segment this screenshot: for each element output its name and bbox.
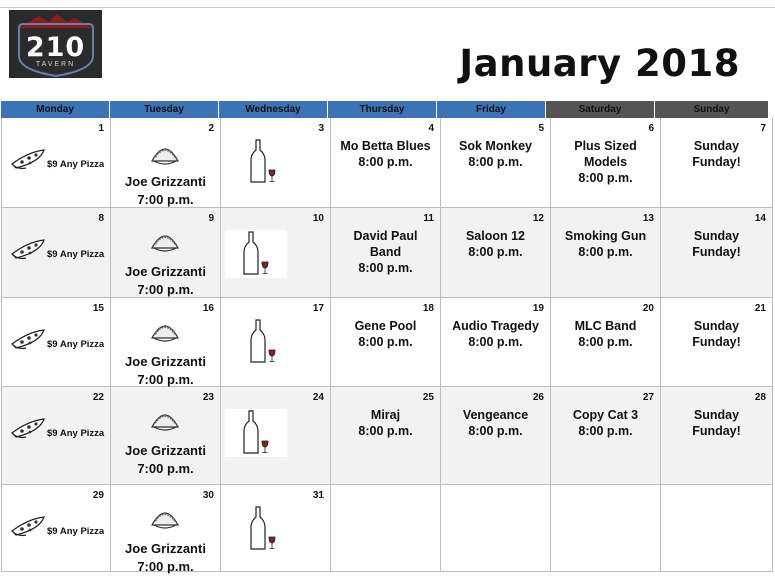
pizza-special: $9 Any Pizza [47,159,105,170]
event-text [441,407,550,439]
day-cell[interactable] [441,118,551,207]
pizza-special: $9 Any Pizza [47,526,105,537]
day-cell[interactable] [221,118,331,207]
event-line: 8:00 p.m. [468,335,523,349]
day-number: 7 [760,123,766,134]
event-line: David Paul [353,229,418,243]
day-cell[interactable] [661,208,773,297]
event-text [331,228,440,276]
day-cell[interactable] [111,485,221,574]
tavern-logo [9,10,102,78]
pizza-special: $9 Any Pizza [47,428,105,439]
day-number: 26 [532,392,544,403]
day-header-sunday: Sunday [655,101,768,118]
event-line: 8:00 p.m. [358,335,413,349]
calendar-weeks [1,118,773,572]
event-line: 8:00 p.m. [578,335,633,349]
event-text [661,407,772,439]
event-line: 8:00 p.m. [468,424,523,438]
event-text [661,138,772,170]
day-number: 12 [532,213,544,224]
pizza-icon [10,417,46,444]
event-text [551,407,660,439]
day-cell[interactable] [331,118,441,207]
week-row [1,387,773,485]
day-cell[interactable] [661,298,773,386]
pizza-special: $9 Any Pizza [47,249,105,260]
event-line: Joe Grizzanti [125,541,206,556]
event-line: 7:00 p.m. [137,192,194,207]
taco-icon [150,318,180,351]
day-cell[interactable] [441,298,551,386]
event-line: 8:00 p.m. [358,155,413,169]
event-line: Saloon 12 [465,229,526,243]
day-cell[interactable] [441,387,551,484]
week-row [1,118,773,208]
week-row [1,208,773,298]
day-number: 11 [423,213,434,224]
logo-subtitle: TAVERN [35,61,76,68]
day-cell[interactable] [111,208,221,297]
day-cell[interactable] [551,387,661,484]
event-line: Funday! [692,245,741,259]
taco-icon [150,407,180,440]
event-text [551,228,660,260]
wine-icon [225,230,287,278]
day-number: 1 [98,123,104,134]
day-cell[interactable] [111,118,221,207]
event-line: 8:00 p.m. [468,245,523,259]
event-line: Plus Sized [574,139,637,153]
day-number: 19 [532,303,544,314]
empty-cell [661,485,773,571]
day-header-friday: Friday [437,101,546,118]
event-line: 8:00 p.m. [578,171,633,185]
day-header-row [1,101,773,118]
event-line: 8:00 p.m. [358,261,413,275]
day-cell[interactable] [551,208,661,297]
day-cell[interactable] [111,298,221,386]
event-text [111,353,220,389]
event-text [441,318,550,350]
day-number: 27 [642,392,654,403]
day-cell[interactable] [661,387,773,484]
day-cell[interactable] [551,298,661,386]
empty-cell [331,485,441,571]
day-number: 25 [422,392,434,403]
day-cell[interactable] [661,118,773,207]
day-header-wednesday: Wednesday [219,101,328,118]
day-number: 22 [92,392,104,403]
event-line: Vengeance [462,408,529,422]
event-line: Funday! [692,335,741,349]
event-line: Miraj [370,408,401,422]
event-text [551,318,660,350]
event-line: Joe Grizzanti [125,354,206,369]
event-line: Sunday [693,139,740,153]
day-number: 31 [312,490,324,501]
day-number: 9 [208,213,214,224]
event-line: 7:00 p.m. [137,282,194,297]
day-number: 15 [92,303,104,314]
day-cell[interactable] [111,387,221,484]
event-text [111,263,220,299]
day-number: 28 [754,392,766,403]
day-cell[interactable] [221,387,331,484]
day-cell[interactable] [1,118,111,207]
pizza-special: $9 Any Pizza [47,339,105,350]
taco-icon [150,141,180,174]
day-header-saturday: Saturday [546,101,655,118]
event-line: 7:00 p.m. [137,559,194,574]
event-line: Sunday [693,408,740,422]
day-cell[interactable] [221,298,331,386]
event-line: Gene Pool [354,319,417,333]
day-number: 16 [202,303,214,314]
day-cell[interactable] [1,485,111,571]
pizza-icon [10,148,46,175]
event-text [441,138,550,170]
event-line: Sunday [693,229,740,243]
day-cell[interactable] [1,387,111,484]
day-header-monday: Monday [1,101,110,118]
event-text [551,138,660,186]
event-line: 8:00 p.m. [578,424,633,438]
event-text [661,318,772,350]
day-header-tuesday: Tuesday [110,101,219,118]
day-cell[interactable] [221,485,331,571]
event-line: Sok Monkey [459,139,532,153]
empty-cell [551,485,661,571]
pizza-icon [10,515,46,542]
day-cell[interactable] [331,208,441,297]
event-line: 7:00 p.m. [137,461,194,476]
event-line: Funday! [692,424,741,438]
day-number: 18 [422,303,434,314]
day-number: 10 [312,213,324,224]
event-text [331,318,440,350]
day-number: 23 [202,392,214,403]
day-cell[interactable] [441,208,551,297]
taco-icon [150,228,180,261]
event-text [111,173,220,209]
pizza-icon [10,328,46,355]
day-number: 24 [312,392,324,403]
day-cell[interactable] [331,387,441,484]
event-line: Smoking Gun [564,229,647,243]
pizza-icon [10,238,46,265]
wine-icon [225,409,287,457]
event-line: 7:00 p.m. [137,372,194,387]
week-row [1,298,773,387]
day-number: 14 [754,213,766,224]
day-cell[interactable] [551,118,661,207]
event-line: Models [583,155,628,169]
event-line: Joe Grizzanti [125,174,206,189]
event-line: Funday! [692,155,741,169]
wine-icon [248,318,278,369]
day-number: 17 [312,303,324,314]
taco-icon [150,505,180,538]
day-number: 20 [642,303,654,314]
event-text [331,138,440,170]
event-text [331,407,440,439]
day-number: 13 [642,213,654,224]
day-number: 30 [202,490,214,501]
event-text [441,228,550,260]
wine-icon [248,505,278,556]
day-number: 3 [318,123,324,134]
day-number: 8 [98,213,104,224]
event-text [661,228,772,260]
event-line: 8:00 p.m. [468,155,523,169]
calendar-grid [1,101,773,572]
day-number: 2 [208,123,214,134]
day-cell[interactable] [1,298,111,386]
event-line: Joe Grizzanti [125,443,206,458]
empty-cell [441,485,551,571]
event-line: 8:00 p.m. [578,245,633,259]
event-line: Joe Grizzanti [125,264,206,279]
top-rule [0,7,775,8]
day-number: 6 [648,123,654,134]
day-header-thursday: Thursday [328,101,437,118]
event-line: MLC Band [574,319,637,333]
day-cell[interactable] [331,298,441,386]
event-line: Sunday [693,319,740,333]
day-number: 29 [92,490,104,501]
calendar-title: January 2018 [459,42,740,85]
day-number: 5 [538,123,544,134]
event-line: Band [369,245,402,259]
day-cell[interactable] [1,208,111,297]
event-line: 8:00 p.m. [358,424,413,438]
day-number: 21 [754,303,766,314]
event-line: Mo Betta Blues [340,139,431,153]
wine-icon [248,138,278,189]
event-text [111,442,220,478]
event-line: Copy Cat 3 [572,408,639,422]
day-cell[interactable] [221,208,331,297]
event-text [111,540,220,576]
event-line: Audio Tragedy [452,319,539,333]
logo-number: 210 [25,32,86,63]
day-number: 4 [428,123,434,134]
week-row [1,485,773,572]
